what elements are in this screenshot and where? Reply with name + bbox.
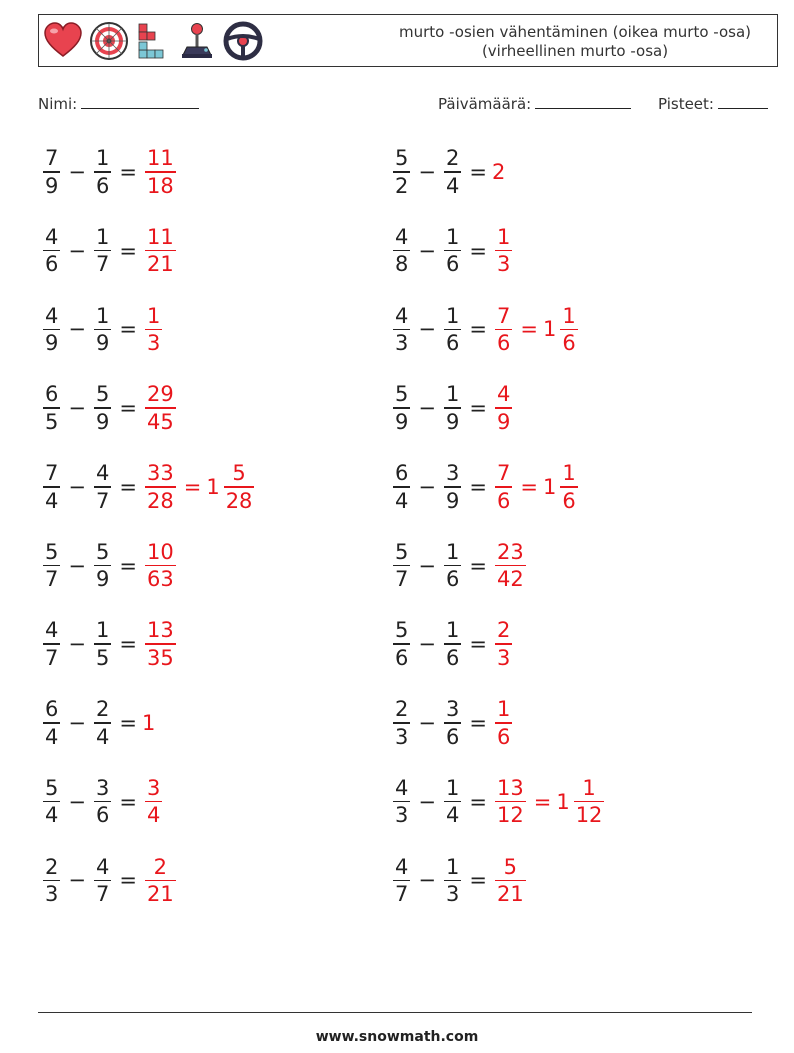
denominator: 21 [146, 882, 174, 907]
minuend-fraction [43, 460, 60, 514]
problem-item [390, 220, 515, 282]
denominator: 6 [445, 252, 460, 277]
dartboard-icon [89, 21, 129, 61]
numerator: 7 [496, 303, 511, 328]
denominator: 28 [146, 488, 174, 513]
name-blank[interactable] [81, 94, 199, 109]
denominator: 6 [445, 724, 460, 749]
numerator: 13 [496, 775, 524, 800]
equals-sign: = [119, 789, 137, 814]
equals-sign: = [119, 160, 137, 184]
numerator: 1 [95, 618, 110, 643]
minus-sign: − [68, 160, 86, 184]
numerator: 4 [45, 224, 59, 249]
mixed-whole: 1 [556, 789, 570, 814]
equals-sign: = [119, 553, 137, 578]
subtrahend-fraction [94, 617, 111, 671]
problem-item [390, 849, 529, 911]
denominator: 7 [395, 882, 409, 907]
problem-item [40, 849, 179, 911]
numerator: 3 [445, 461, 460, 486]
minus-sign: − [68, 474, 86, 499]
answer-fraction [145, 539, 176, 593]
denominator: 4 [146, 803, 161, 828]
problem-item [40, 220, 179, 282]
answer-fraction [495, 775, 526, 829]
minus-sign: − [68, 317, 86, 342]
denominator: 4 [445, 173, 460, 198]
numerator: 1 [496, 697, 511, 722]
problem-item [40, 535, 179, 597]
numerator: 1 [95, 303, 110, 328]
minus-sign: − [418, 553, 436, 578]
denominator: 3 [395, 724, 409, 749]
denominator: 6 [496, 488, 511, 513]
equals-sign: = [520, 317, 538, 342]
denominator: 63 [146, 567, 174, 592]
answer-fraction [495, 224, 512, 278]
denominator: 45 [146, 409, 174, 434]
numerator: 5 [395, 382, 409, 407]
equals-sign: = [469, 553, 487, 578]
denominator: 3 [496, 645, 511, 670]
denominator: 4 [445, 803, 460, 828]
minuend-fraction [43, 696, 60, 750]
score-label: Pisteet: [658, 95, 714, 113]
subtrahend-fraction [444, 460, 461, 514]
equals-sign: = [183, 474, 202, 499]
denominator: 9 [95, 331, 110, 356]
numerator: 7 [45, 146, 59, 171]
minus-sign: − [418, 396, 436, 421]
minus-sign: − [418, 710, 436, 735]
numerator: 1 [582, 775, 596, 800]
answer-fraction [495, 460, 512, 514]
mixed-whole: 1 [542, 474, 557, 499]
equals-sign: = [469, 396, 487, 421]
numerator: 2 [445, 146, 460, 171]
denominator: 4 [395, 488, 409, 513]
date-field [438, 94, 631, 113]
problem-item [40, 692, 155, 754]
numerator: 2 [95, 697, 110, 722]
equals-sign: = [469, 474, 487, 499]
denominator: 9 [45, 173, 59, 198]
equals-sign: = [520, 474, 538, 499]
denominator: 3 [445, 882, 460, 907]
numerator: 6 [395, 461, 409, 486]
denominator: 3 [496, 252, 511, 277]
subtrahend-fraction [444, 539, 461, 593]
minuend-fraction [393, 854, 410, 908]
answer [142, 460, 257, 514]
score-field [658, 94, 768, 113]
answer [142, 224, 179, 278]
minus-sign: − [68, 710, 86, 735]
denominator: 3 [395, 803, 409, 828]
equals-sign: = [119, 317, 137, 342]
minuend-fraction [43, 854, 60, 908]
answer-fraction [145, 460, 176, 514]
answer [142, 303, 165, 357]
denominator: 7 [95, 488, 110, 513]
numerator: 4 [95, 854, 110, 879]
answer-fraction [145, 854, 176, 908]
minus-sign: − [68, 868, 86, 893]
minuend-fraction [393, 696, 410, 750]
problem-item [40, 377, 179, 439]
numerator: 4 [395, 775, 409, 800]
answer-fraction [145, 303, 162, 357]
numerator: 1 [95, 146, 110, 171]
numerator: 29 [146, 382, 174, 407]
numerator: 4 [45, 618, 59, 643]
numerator: 5 [395, 146, 409, 171]
numerator: 5 [503, 854, 518, 879]
problem-item [40, 771, 165, 833]
denominator: 8 [395, 252, 409, 277]
answer [492, 303, 581, 357]
tetris-blocks-icon [135, 21, 171, 61]
footer-site: www.snowmath.com [315, 1029, 479, 1045]
numerator: 7 [496, 461, 511, 486]
minus-sign: − [418, 160, 436, 184]
numerator: 1 [445, 539, 460, 564]
problem-item [390, 535, 529, 597]
denominator: 6 [496, 331, 511, 356]
denominator: 12 [496, 803, 524, 828]
denominator: 2 [395, 173, 409, 198]
minuend-fraction [43, 381, 60, 435]
minus-sign: − [418, 474, 436, 499]
answer-fraction [495, 539, 526, 593]
numerator: 5 [395, 539, 409, 564]
denominator: 42 [496, 567, 524, 592]
minus-sign: − [418, 238, 436, 263]
numerator: 6 [45, 382, 59, 407]
numerator: 1 [445, 382, 460, 407]
answer [492, 460, 581, 514]
minus-sign: − [68, 632, 86, 657]
problem-item [390, 377, 515, 439]
subtrahend-fraction [94, 303, 111, 357]
numerator: 1 [95, 224, 110, 249]
problem-item [390, 613, 515, 675]
problem-item [40, 141, 179, 203]
minuend-fraction [393, 145, 410, 199]
denominator: 7 [395, 567, 409, 592]
subtrahend-fraction [94, 381, 111, 435]
denominator: 6 [562, 331, 576, 356]
denominator: 9 [445, 409, 460, 434]
date-blank[interactable] [535, 94, 631, 109]
problem-item [390, 141, 505, 203]
denominator: 35 [146, 645, 174, 670]
numerator: 5 [45, 539, 59, 564]
worksheet-title: murto -osien vähentäminen (oikea murto -osa) (virheellinen murto -osa) [398, 23, 752, 60]
denominator: 12 [575, 803, 603, 828]
equals-sign: = [469, 868, 487, 893]
denominator: 18 [146, 173, 174, 198]
numerator: 5 [232, 461, 246, 486]
subtrahend-fraction [94, 145, 111, 199]
steering-wheel-icon [223, 21, 263, 61]
numerator: 3 [445, 697, 460, 722]
subtrahend-fraction [94, 696, 111, 750]
numerator: 11 [146, 146, 174, 171]
denominator: 6 [445, 331, 460, 356]
numerator: 1 [445, 618, 460, 643]
mixed-fraction [560, 303, 577, 357]
numerator: 5 [95, 539, 110, 564]
answer [492, 617, 515, 671]
answer [142, 617, 179, 671]
mixed-whole: 1 [206, 474, 220, 499]
numerator: 10 [146, 539, 174, 564]
subtrahend-fraction [444, 775, 461, 829]
denominator: 7 [45, 645, 59, 670]
denominator: 9 [95, 409, 110, 434]
denominator: 9 [395, 409, 409, 434]
numerator: 4 [95, 461, 110, 486]
denominator: 6 [445, 645, 460, 670]
numerator: 2 [496, 618, 511, 643]
subtrahend-fraction [94, 854, 111, 908]
denominator: 4 [45, 724, 59, 749]
denominator: 21 [146, 252, 174, 277]
answer-fraction [145, 381, 176, 435]
mixed-fraction [560, 460, 577, 514]
numerator: 3 [146, 775, 161, 800]
equals-sign: = [119, 238, 137, 263]
equals-sign: = [119, 710, 137, 735]
minus-sign: − [418, 868, 436, 893]
numerator: 1 [146, 303, 161, 328]
equals-sign: = [533, 789, 552, 814]
denominator: 7 [95, 882, 110, 907]
answer [492, 224, 515, 278]
denominator: 9 [45, 331, 59, 356]
answer-whole: 1 [141, 710, 156, 735]
date-label: Päivämäärä: [438, 95, 532, 113]
minus-sign: − [68, 396, 86, 421]
numerator: 1 [445, 224, 460, 249]
answer [492, 381, 515, 435]
answer-fraction [495, 854, 526, 908]
subtrahend-fraction [444, 854, 461, 908]
answer [492, 160, 505, 184]
minuend-fraction [393, 617, 410, 671]
numerator: 1 [445, 775, 460, 800]
answer-fraction [145, 145, 176, 199]
mixed-fraction [224, 460, 255, 514]
minuend-fraction [393, 775, 410, 829]
numerator: 13 [146, 618, 174, 643]
minuend-fraction [393, 303, 410, 357]
denominator: 5 [45, 409, 59, 434]
minuend-fraction [393, 460, 410, 514]
answer-fraction [145, 617, 176, 671]
problem-item [390, 298, 581, 360]
answer [142, 854, 179, 908]
answer [492, 539, 529, 593]
numerator: 2 [45, 854, 59, 879]
equals-sign: = [119, 868, 137, 893]
numerator: 4 [496, 382, 511, 407]
minuend-fraction [43, 145, 60, 199]
answer-whole: 2 [491, 160, 506, 184]
equals-sign: = [469, 710, 487, 735]
subtrahend-fraction [94, 224, 111, 278]
equals-sign: = [469, 160, 487, 184]
minuend-fraction [43, 224, 60, 278]
numerator: 2 [153, 854, 168, 879]
numerator: 6 [45, 697, 59, 722]
minus-sign: − [418, 632, 436, 657]
heart-icon [43, 21, 83, 61]
numerator: 1 [562, 461, 576, 486]
minuend-fraction [43, 775, 60, 829]
answer-fraction [495, 617, 512, 671]
name-field [38, 94, 199, 113]
mixed-whole: 1 [542, 317, 557, 342]
numerator: 2 [395, 697, 409, 722]
answer [142, 775, 165, 829]
subtrahend-fraction [94, 460, 111, 514]
subtrahend-fraction [444, 145, 461, 199]
denominator: 6 [445, 567, 460, 592]
problem-item [390, 692, 515, 754]
denominator: 21 [496, 882, 524, 907]
subtrahend-fraction [94, 775, 111, 829]
answer [492, 854, 529, 908]
subtrahend-fraction [444, 696, 461, 750]
denominator: 6 [496, 724, 511, 749]
numerator: 5 [45, 775, 59, 800]
problem-item [40, 613, 179, 675]
answer-fraction [145, 775, 162, 829]
equals-sign: = [119, 632, 137, 657]
numerator: 5 [395, 618, 409, 643]
minus-sign: − [68, 553, 86, 578]
denominator: 4 [45, 488, 59, 513]
footer-divider [38, 1012, 752, 1013]
denominator: 6 [95, 173, 110, 198]
worksheet-header [38, 14, 778, 67]
denominator: 3 [146, 331, 161, 356]
minuend-fraction [393, 381, 410, 435]
numerator: 1 [562, 303, 576, 328]
answer [142, 711, 155, 735]
minuend-fraction [43, 539, 60, 593]
joystick-icon [177, 21, 217, 61]
answer-fraction [495, 696, 512, 750]
numerator: 1 [445, 854, 460, 879]
equals-sign: = [469, 238, 487, 263]
problem-item [40, 456, 257, 518]
denominator: 3 [45, 882, 59, 907]
subtrahend-fraction [444, 617, 461, 671]
numerator: 1 [496, 224, 511, 249]
numerator: 4 [395, 224, 409, 249]
denominator: 6 [562, 488, 576, 513]
answer [492, 775, 607, 829]
numerator: 33 [146, 461, 174, 486]
subtrahend-fraction [444, 381, 461, 435]
answer-fraction [495, 303, 512, 357]
numerator: 5 [95, 382, 110, 407]
denominator: 28 [225, 488, 253, 513]
denominator: 9 [95, 567, 110, 592]
problem-item [40, 298, 165, 360]
equals-sign: = [469, 632, 487, 657]
name-label: Nimi: [38, 95, 78, 113]
denominator: 6 [95, 803, 110, 828]
denominator: 3 [395, 331, 409, 356]
answer [142, 539, 179, 593]
denominator: 5 [95, 645, 110, 670]
equals-sign: = [119, 396, 137, 421]
denominator: 9 [496, 409, 511, 434]
answer-fraction [145, 224, 176, 278]
numerator: 1 [445, 303, 460, 328]
minuend-fraction [393, 224, 410, 278]
denominator: 4 [45, 803, 59, 828]
equals-sign: = [119, 474, 137, 499]
numerator: 7 [45, 461, 59, 486]
numerator: 3 [95, 775, 110, 800]
answer [492, 696, 515, 750]
answer-fraction [495, 381, 512, 435]
answer [142, 381, 179, 435]
subtrahend-fraction [444, 303, 461, 357]
minus-sign: − [418, 317, 436, 342]
subtrahend-fraction [444, 224, 461, 278]
numerator: 11 [146, 224, 174, 249]
equals-sign: = [469, 789, 487, 814]
denominator: 6 [395, 645, 409, 670]
denominator: 6 [45, 252, 59, 277]
denominator: 9 [445, 488, 460, 513]
icon-strip [43, 19, 263, 63]
mixed-fraction [574, 775, 605, 829]
problem-item [390, 771, 607, 833]
subtrahend-fraction [94, 539, 111, 593]
equals-sign: = [469, 317, 487, 342]
minuend-fraction [393, 539, 410, 593]
numerator: 23 [496, 539, 524, 564]
minus-sign: − [68, 238, 86, 263]
answer [142, 145, 179, 199]
numerator: 4 [395, 303, 409, 328]
score-blank[interactable] [718, 94, 768, 109]
minuend-fraction [43, 617, 60, 671]
denominator: 4 [95, 724, 110, 749]
minus-sign: − [418, 789, 436, 814]
denominator: 7 [45, 567, 59, 592]
denominator: 7 [95, 252, 110, 277]
problem-item [390, 456, 581, 518]
minus-sign: − [68, 789, 86, 814]
numerator: 4 [45, 303, 59, 328]
minuend-fraction [43, 303, 60, 357]
numerator: 4 [395, 854, 409, 879]
